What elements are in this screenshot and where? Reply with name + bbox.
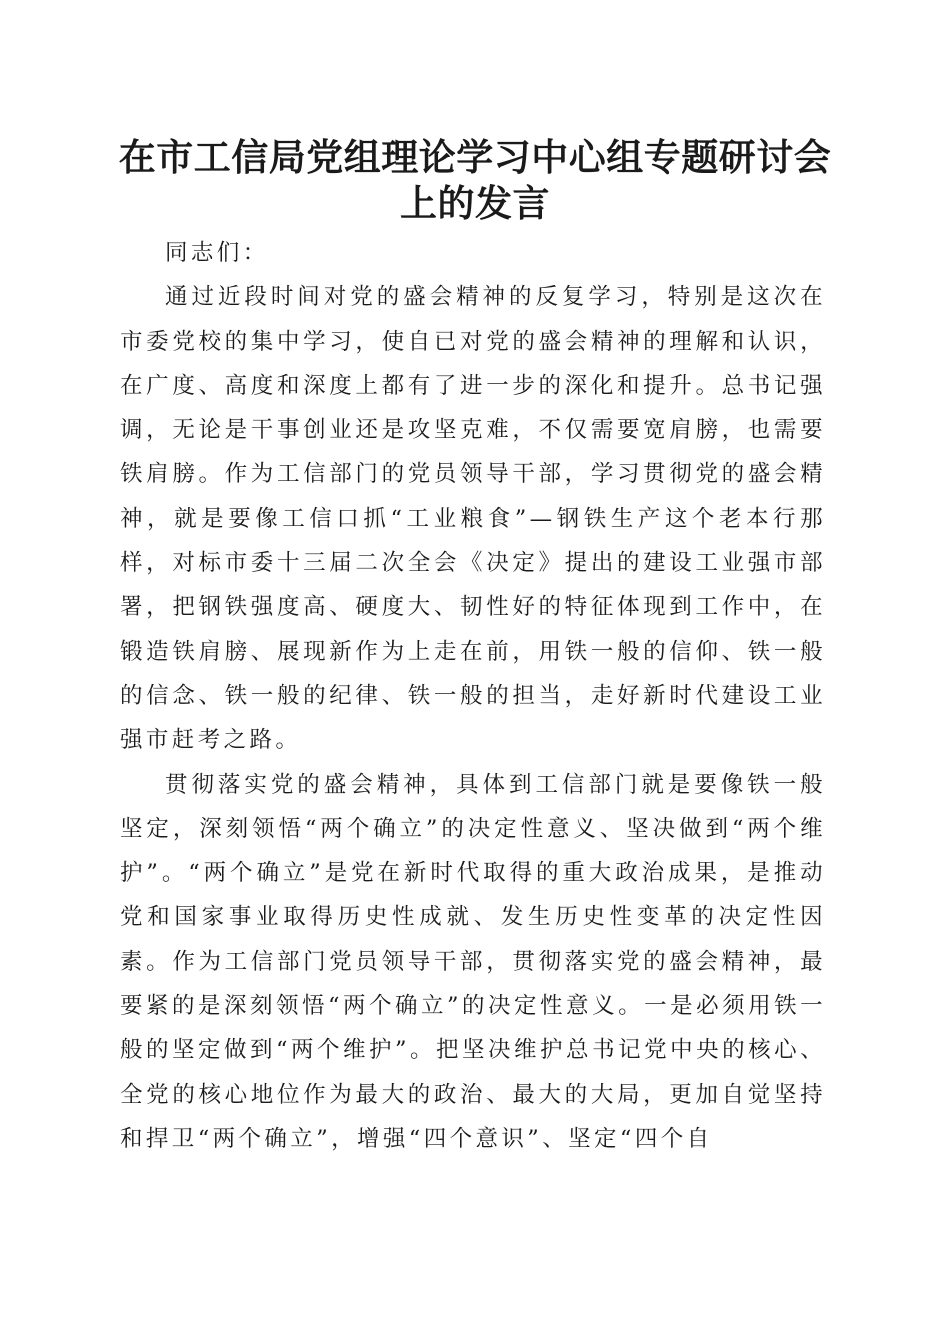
paragraph: 通过近段时间对党的盛会精神的反复学习，特别是这次在市委党校的集中学习，使自已对党的盛会精神的理解和认识，在广度、高度和深度上都有了进一步的深化和提升。总书记强调，无论是干事创业还是攻坚克难，不仅需要宽肩膀，也需要铁肩膀。作为工信部门的党员领导干部，学习贯彻党的盛会精神，就是要像工信口抓“工业粮食”—钢铁生产这个老本行那样，对标市委十三届二次全会《决定》提出的建设工业强市部署，把钢铁强度高、硬度大、韧性好的特征体现到工作中，在锻造铁肩膀、展现新作为上走在前，用铁一般的信仰、铁一般的信念、铁一般的纪律、铁一般的担当，走好新时代建设工业强市赶考之路。 xyxy=(120,284,826,754)
document-title: 在市工信局党组理论学习中心组专题研讨会上的发言 xyxy=(118,135,832,225)
paragraph: 贯彻落实党的盛会精神，具体到工信部门就是要像铁一般坚定，深刻领悟“两个确立”的决定性意义、坚决做到“两个维护”。“两个确立”是党在新时代取得的重大政治成果，是推动党和国家事业取得历史性成就、发生历史性变革的决定性因素。作为工信部门党员领导干部，贯彻落实党的盛会精神，最要紧的是深刻领悟“两个确立”的决定性意义。一是必须用铁一般的坚定做到“两个维护”。把坚决维护总书记党中央的核心、全党的核心地位作为最大的政治、最大的大局，更加自觉坚持和捍卫“两个确立”，增强“四个意识”、坚定“四个自 xyxy=(120,771,826,1152)
document-body xyxy=(120,231,826,1161)
salutation: 同志们： xyxy=(165,240,269,266)
